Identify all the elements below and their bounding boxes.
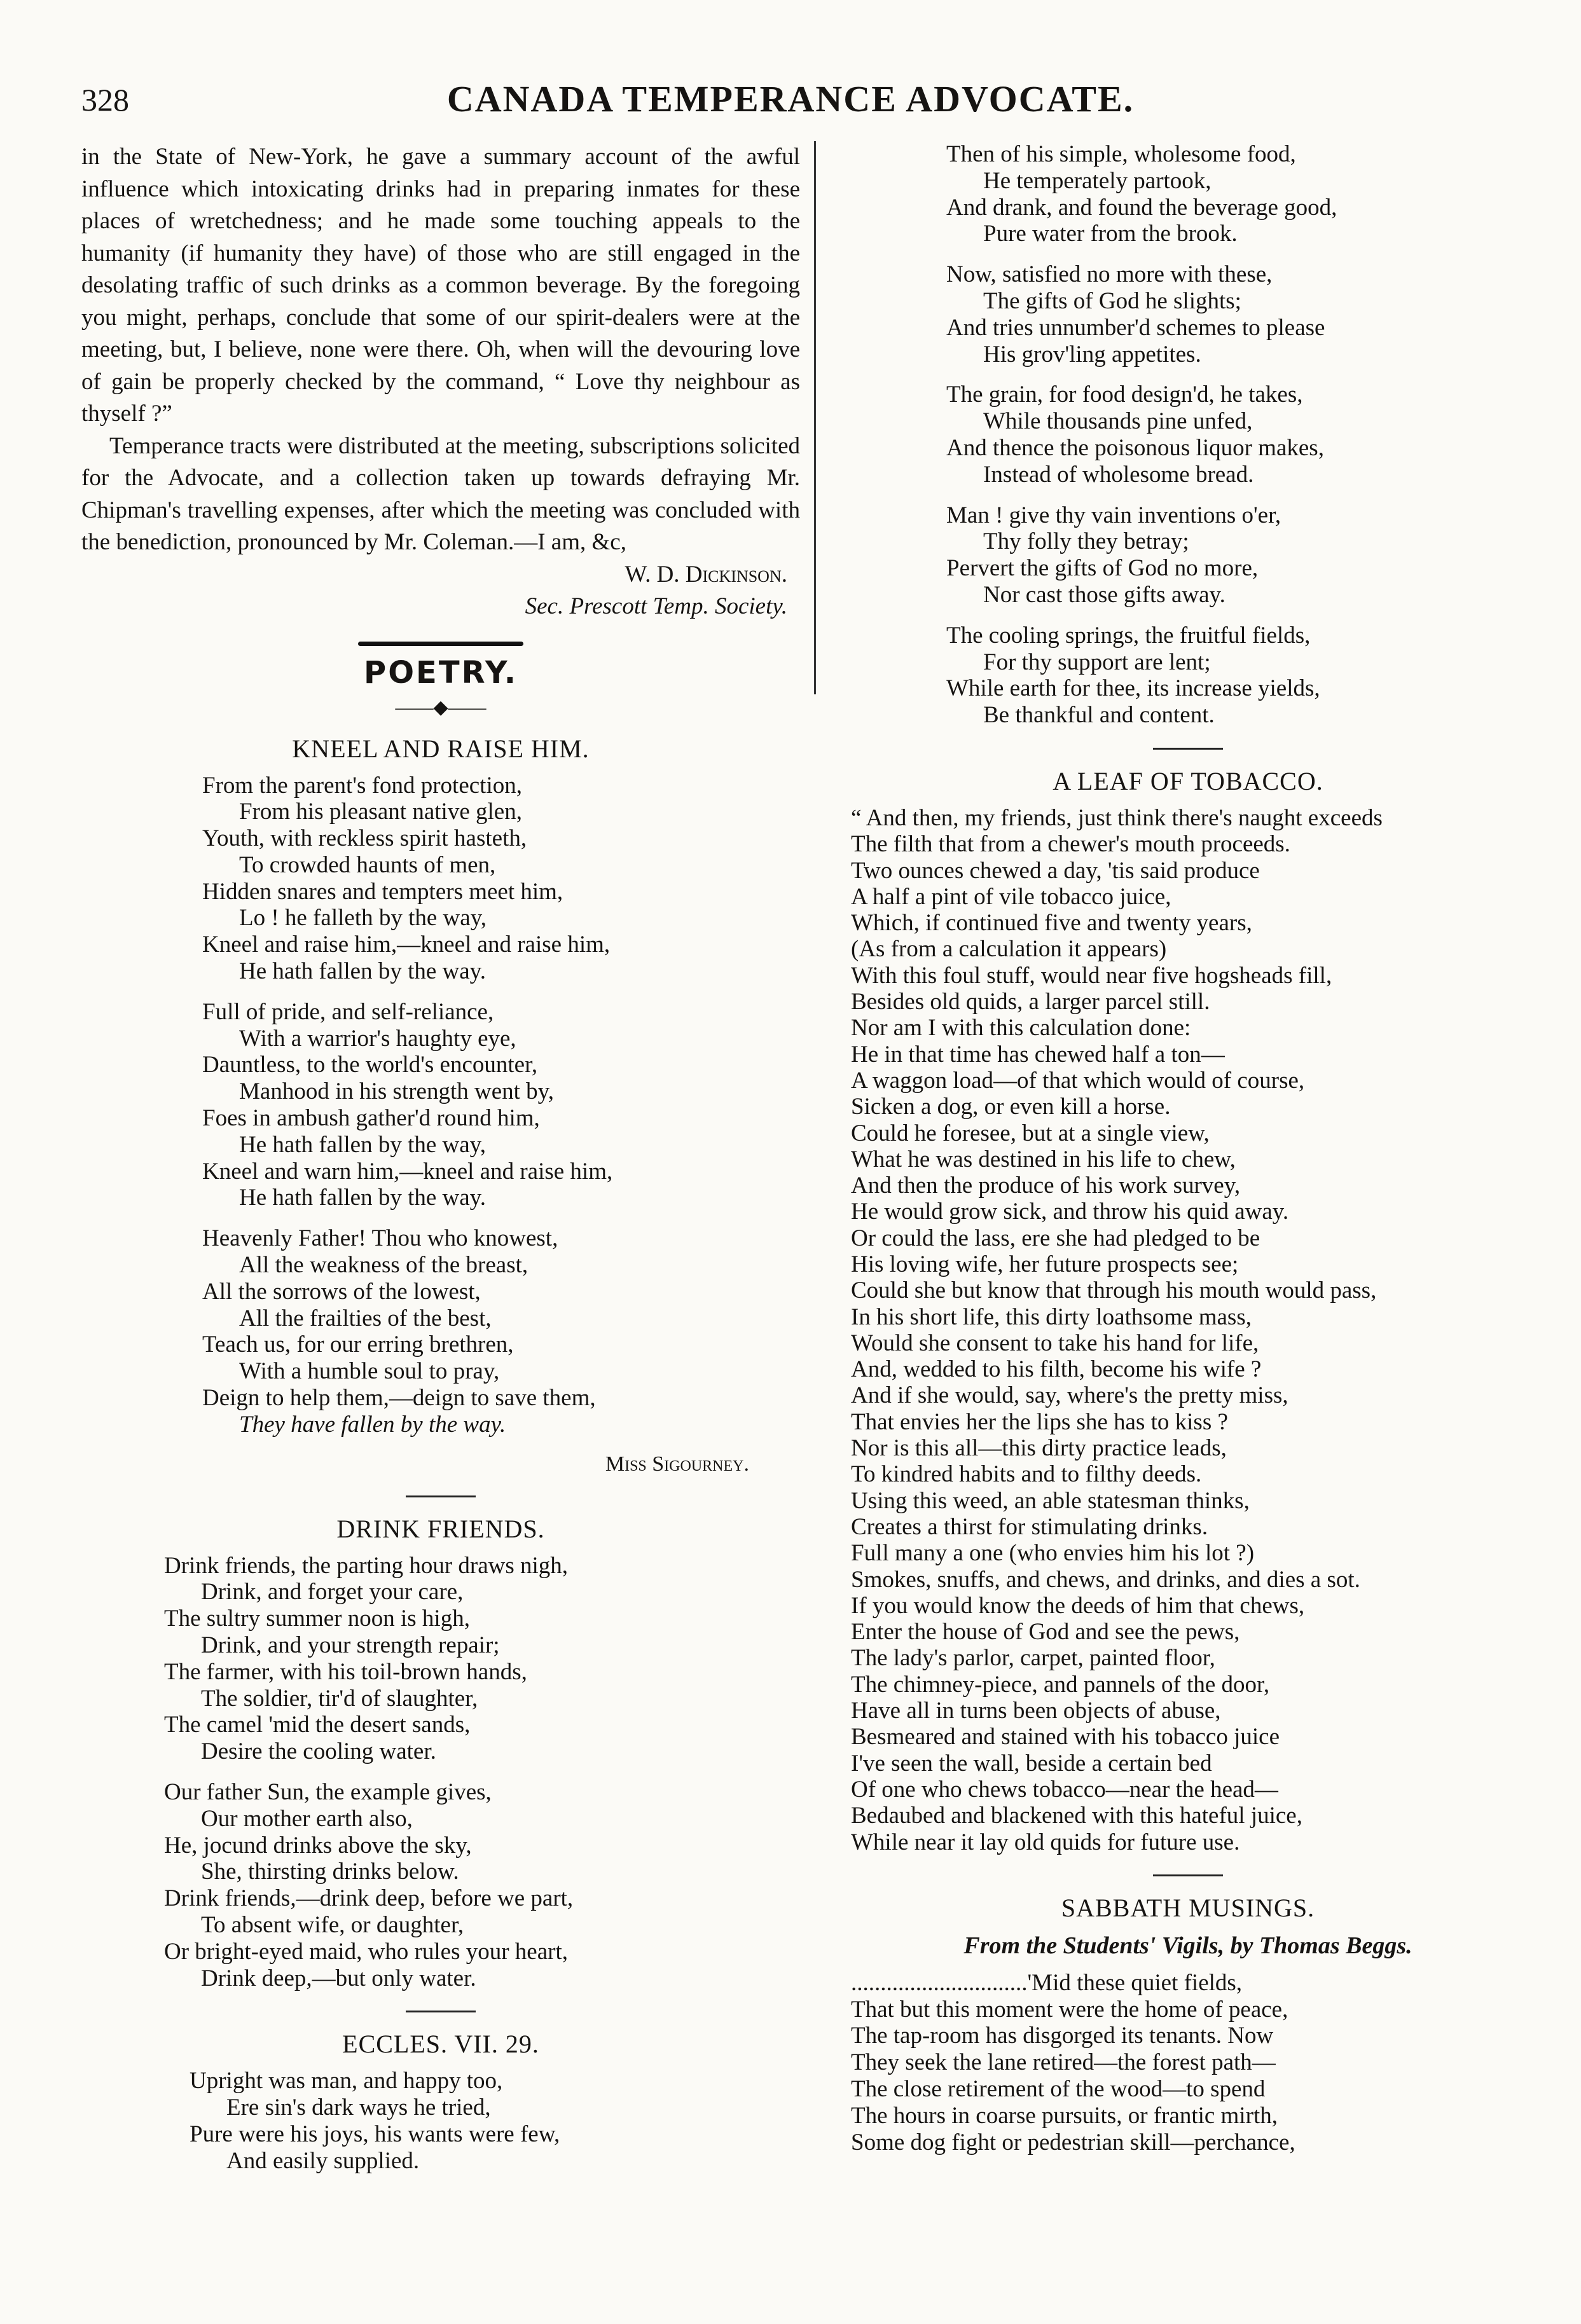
poem-line: All the frailties of the best,: [239, 1305, 492, 1331]
poem-line: Smokes, snuffs, and chews, and drinks, and dies a sot.: [851, 1566, 1360, 1593]
running-title: CANADA TEMPERANCE ADVOCATE.: [446, 78, 1135, 120]
poem-stanza: [164, 1779, 800, 1991]
poem-line: The hours in coarse pursuits, or frantic mirth,: [851, 2102, 1278, 2129]
poem-title: SABBATH MUSINGS.: [1061, 1893, 1315, 1922]
poem-line: With a warrior's haughty eye,: [239, 1025, 516, 1052]
poem-line: The soldier, tir'd of slaughter,: [201, 1685, 478, 1712]
poem-line: Our father Sun, the example gives,: [164, 1779, 492, 1805]
poem-line: He would grow sick, and throw his quid away.: [851, 1199, 1289, 1225]
poem-line: Creates a thirst for stimulating drinks.: [851, 1513, 1208, 1540]
poem-sabbath: [838, 1970, 1538, 2156]
poem-subtitle: From the Students' Vigils, by Thomas Beggs.: [963, 1932, 1412, 1959]
poem-divider: [406, 2011, 476, 2012]
poem-line: Would she consent to take his hand for life,: [851, 1330, 1259, 1356]
poem-line: Foes in ambush gather'd round him,: [202, 1105, 540, 1132]
poem-line: Using this weed, an able statesman thinks,: [851, 1487, 1250, 1514]
letter-paragraph: in the State of New-York, he gave a summary account of the awful influence which intoxicating drinks had in preparing inmates for these places of wretchedness; and he made some touching appeals to the humanity (if humanity they have) of those who are still engaged in the desolating traffic of such drinks as a common beverage. By the foregoing you might, perhaps, conclude that some of our spirit-dealers were at the meeting, but, I believe, none were there. Oh, when will the devouring love of gain be properly checked by the command, “ Love thy neighbour as thyself ?”: [81, 144, 800, 427]
left-column: [81, 141, 800, 2189]
poem-line: Could she but know that through his mouth would pass,: [851, 1277, 1377, 1304]
poem-line: And drank, and found the beverage good,: [946, 194, 1337, 221]
poem-line: Drink deep,—but only water.: [201, 1965, 476, 1991]
poem-line: Drink, and your strength repair;: [201, 1632, 500, 1659]
poem-line: Drink friends, the parting hour draws nigh,: [164, 1552, 569, 1579]
poem-line: Teach us, for our erring brethren,: [202, 1331, 514, 1358]
poem-line: Thy folly they betray;: [983, 528, 1189, 555]
poem-line: A waggon load—of that which would of course,: [851, 1067, 1305, 1094]
poem-stanza: [202, 999, 800, 1211]
poem-line: Which, if continued five and twenty years,: [851, 910, 1252, 937]
poem-line: The close retirement of the wood—to spend: [851, 2076, 1266, 2102]
poem-line: Desire the cooling water.: [201, 1738, 436, 1765]
poem-line: In his short life, this dirty loathsome mass,: [851, 1303, 1252, 1330]
poem-line: Dauntless, to the world's encounter,: [202, 1052, 538, 1078]
poem-line: Full of pride, and self-reliance,: [202, 998, 494, 1025]
poem-line: Youth, with reckless spirit hasteth,: [202, 825, 527, 852]
poem-line: The grain, for food design'd, he takes,: [946, 382, 1303, 408]
poem-line: Now, satisfied no more with these,: [946, 261, 1273, 288]
poem-line: All the sorrows of the lowest,: [202, 1278, 481, 1305]
poem-line: That but this moment were the home of peace,: [851, 1996, 1288, 2023]
poem-line: Manhood in his strength went by,: [239, 1078, 555, 1105]
poem-line: Deign to help them,—deign to save them,: [202, 1385, 596, 1412]
poem-title: ECCLES. VII. 29.: [342, 2030, 539, 2059]
poem-title: KNEEL AND RAISE HIM.: [292, 734, 590, 763]
poem-line: “ And then, my friends, just think there's naught exceeds: [851, 804, 1383, 831]
poem-drink: [81, 1553, 800, 1992]
poem-line: While near it lay old quids for future use.: [851, 1829, 1240, 1855]
poem-line: His grov'ling appetites.: [983, 341, 1201, 368]
poem-title: A LEAF OF TOBACCO.: [1053, 766, 1323, 795]
poem-line: And, wedded to his filth, become his wife ?: [851, 1356, 1262, 1383]
poem-line: The lady's parlor, carpet, painted floor,: [851, 1645, 1215, 1672]
poem-line: Drink, and forget your care,: [201, 1579, 464, 1605]
section-heading: POETRY.: [364, 654, 518, 691]
poem-line: He, jocund drinks above the sky,: [164, 1832, 472, 1859]
signature-name: W. D. Dickinson.: [625, 561, 787, 588]
poem-line: ..............................'Mid these quiet fields,: [851, 1969, 1243, 1996]
poem-line: He hath fallen by the way.: [239, 958, 487, 985]
ornament-divider: ——◆——: [395, 696, 487, 718]
poem-line: And if she would, say, where's the pretty miss,: [851, 1382, 1288, 1409]
poem-stanza: [946, 622, 1538, 729]
poem-line: Kneel and raise him,—kneel and raise him,: [202, 932, 611, 958]
poem-line: While thousands pine unfed,: [983, 408, 1253, 435]
poem-stanza: [202, 1225, 800, 1438]
poem-line: The sultry summer noon is high,: [164, 1605, 470, 1632]
poem-line: They have fallen by the way.: [239, 1411, 506, 1438]
poem-stanza: [946, 141, 1538, 247]
poem-line: Ere sin's dark ways he tried,: [226, 2094, 491, 2121]
letter-text: [81, 141, 800, 559]
poem-line: I've seen the wall, beside a certain bed: [851, 1750, 1212, 1777]
poem-stanza: [190, 2068, 800, 2174]
poem-eccles-continued: [838, 141, 1538, 729]
page-number: 328: [81, 82, 129, 118]
poem-stanza: [164, 1553, 800, 1765]
poem-line: Be thankful and content.: [983, 702, 1215, 729]
poem-kneel: [81, 773, 800, 1438]
poem-line: The tap-room has disgorged its tenants. Now: [851, 2023, 1274, 2049]
poem-line: Or bright-eyed maid, who rules your heart,: [164, 1938, 568, 1965]
poem-line: Heavenly Father! Thou who knowest,: [202, 1225, 558, 1252]
poem-divider: [406, 1495, 476, 1497]
poem-line: The filth that from a chewer's mouth proceeds.: [851, 831, 1290, 858]
poem-line: What he was destined in his life to chew,: [851, 1146, 1236, 1172]
poem-line: Have all in turns been objects of abuse,: [851, 1698, 1221, 1724]
poem-stanza: [202, 773, 800, 985]
poem-line: And then the produce of his work survey,: [851, 1172, 1241, 1199]
poem-line: Upright was man, and happy too,: [190, 2068, 503, 2094]
poem-line: The chimney-piece, and pannels of the door,: [851, 1671, 1270, 1698]
poem-line: Pure were his joys, his wants were few,: [190, 2121, 560, 2147]
poem-line: Our mother earth also,: [201, 1805, 413, 1832]
poem-line: With a humble soul to pray,: [239, 1358, 500, 1385]
poem-line: If you would know the deeds of him that chews,: [851, 1592, 1305, 1619]
poem-line: Pure water from the brook.: [983, 221, 1238, 247]
poem-eccles: [81, 2068, 800, 2174]
poem-line: Two ounces chewed a day, 'tis said produce: [851, 857, 1260, 884]
poem-line: He temperately partook,: [983, 167, 1212, 194]
poem-line: And thence the poisonous liquor makes,: [946, 434, 1324, 461]
right-column: [838, 141, 1538, 2156]
poem-line: Full many a one (who envies him his lot ?): [851, 1540, 1255, 1567]
poem-line: Of one who chews tobacco—near the head—: [851, 1776, 1278, 1803]
poem-line: Sicken a dog, or even kill a horse.: [851, 1094, 1171, 1120]
poem-line: Lo ! he falleth by the way,: [239, 905, 487, 932]
poem-line: The camel 'mid the desert sands,: [164, 1712, 471, 1738]
poem-line: His loving wife, her future prospects see;: [851, 1251, 1239, 1277]
poem-line: Pervert the gifts of God no more,: [946, 555, 1259, 582]
poem-line: To kindred habits and to filthy deeds.: [851, 1461, 1202, 1488]
poem-line: Besmeared and stained with his tobacco juice: [851, 1724, 1280, 1750]
poem-line: A half a pint of vile tobacco juice,: [851, 883, 1171, 910]
poem-line: And easily supplied.: [226, 2147, 420, 2174]
poem-line: While earth for thee, its increase yields,: [946, 675, 1320, 702]
poem-stanza: [946, 502, 1538, 609]
signature-title: Sec. Prescott Temp. Society.: [525, 593, 787, 619]
poem-line: To crowded haunts of men,: [239, 851, 496, 878]
poem-line: That envies her the lips she has to kiss ?: [851, 1408, 1228, 1435]
poem-line: The cooling springs, the fruitful fields,: [946, 622, 1311, 649]
poem-line: Could he foresee, but at a single view,: [851, 1120, 1210, 1146]
poem-line: Then of his simple, wholesome food,: [946, 141, 1296, 167]
poem-line: With this foul stuff, would near five hogsheads fill,: [851, 962, 1332, 989]
poem-line: The gifts of God he slights;: [983, 287, 1241, 314]
poem-line: Nor is this all—this dirty practice leads,: [851, 1435, 1227, 1462]
poem-line: They seek the lane retired—the forest path—: [851, 2049, 1276, 2076]
poem-line: For thy support are lent;: [983, 649, 1211, 675]
column-divider: [814, 141, 816, 694]
poem-line: From the parent's fond protection,: [202, 772, 522, 799]
poem-line: Or could the lass, ere she had pledged to be: [851, 1225, 1260, 1251]
poem-stanza: [946, 382, 1538, 488]
poem-line: He hath fallen by the way.: [239, 1185, 487, 1211]
poem-line: Some dog fight or pedestrian skill—perchance,: [851, 2129, 1295, 2156]
poem-line: She, thirsting drinks below.: [201, 1859, 459, 1885]
poem-title: DRINK FRIENDS.: [336, 1514, 545, 1543]
poem-line: Nor cast those gifts away.: [983, 581, 1225, 608]
poem-line: From his pleasant native glen,: [239, 799, 522, 825]
poem-line: (As from a calculation it appears): [851, 936, 1167, 963]
poem-line: Nor am I with this calculation done:: [851, 1015, 1191, 1042]
poem-author: Miss Sigourney.: [605, 1452, 749, 1476]
letter-paragraph: Temperance tracts were distributed at the meeting, subscriptions solicited for the Advocate, and a collection taken up towards defraying Mr. Chipman's travelling expenses, after which the meeting was concluded with the benediction, pronounced by Mr. Coleman.—I am, &c,: [81, 432, 800, 555]
poem-line: Bedaubed and blackened with this hateful juice,: [851, 1803, 1302, 1829]
section-rule: [358, 642, 523, 646]
poem-line: Man ! give thy vain inventions o'er,: [946, 502, 1281, 528]
poem-line: All the weakness of the breast,: [239, 1252, 528, 1279]
poem-line: Kneel and warn him,—kneel and raise him,: [202, 1158, 613, 1185]
poem-line: The farmer, with his toil-brown hands,: [164, 1658, 527, 1685]
letter-signature: [81, 559, 800, 622]
poem-stanza: [946, 261, 1538, 368]
poem-line: Instead of wholesome bread.: [983, 461, 1254, 488]
poem-line: And tries unnumber'd schemes to please: [946, 314, 1325, 341]
poem-line: Enter the house of God and see the pews,: [851, 1619, 1240, 1646]
poem-tobacco: [838, 805, 1538, 1855]
poem-line: Besides old quids, a larger parcel still.: [851, 989, 1210, 1015]
poem-line: He in that time has chewed half a ton—: [851, 1041, 1225, 1068]
poem-line: He hath fallen by the way,: [239, 1131, 487, 1158]
poem-line: To absent wife, or daughter,: [201, 1911, 464, 1938]
poem-line: Hidden snares and tempters meet him,: [202, 878, 563, 905]
poem-divider: [1153, 748, 1223, 750]
poem-line: Drink friends,—drink deep, before we part,: [164, 1885, 574, 1912]
poem-divider: [1153, 1874, 1223, 1876]
